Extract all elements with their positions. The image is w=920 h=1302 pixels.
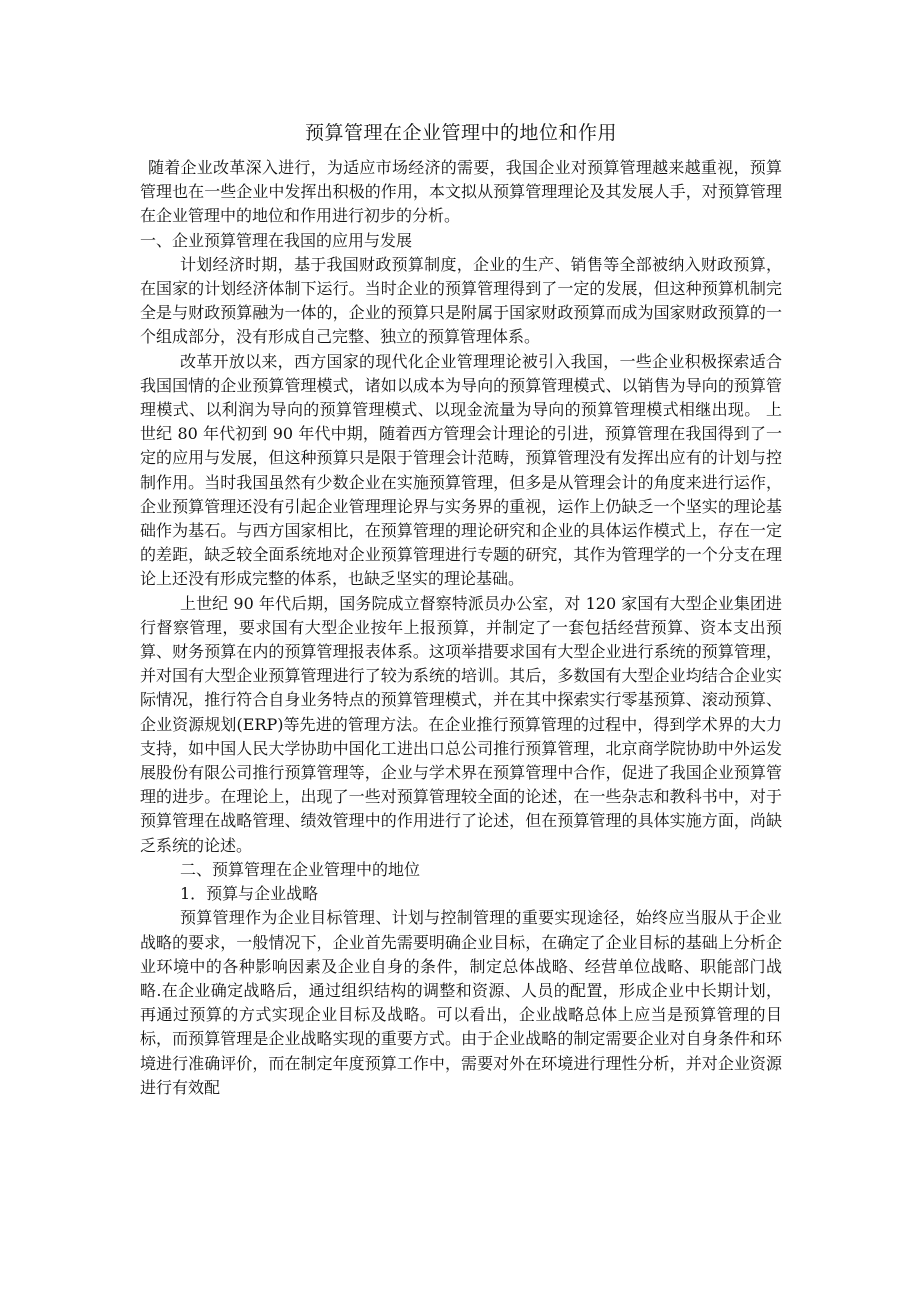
section-2-subheading-1: 1．预算与企业战略 xyxy=(180,884,319,904)
section-2-heading: 二、预算管理在企业管理中的地位 xyxy=(180,859,421,879)
intro-paragraph: 随着企业改革深入进行，为适应市场经济的需要，我国企业对预算管理越来越重视，预算管理也在一些企业中发挥出积极的作用，本文拟从预算管理理论及其发展人手，对预算管理在企业管理中的地位和作用进行初步的分析。 xyxy=(140,158,782,226)
section-1-paragraph-1: 计划经济时期，基于我国财政预算制度，企业的生产、销售等全部被纳入财政预算，在国家的计划经济体制下运行。当时企业的预算管理得到了一定的发展，但这种预算机制完全是与财政预算融为一体的，企业的预算只是附属于国家财政预算而成为国家财政预算的一个组成部分，没有形成自己完整、独立的预算管理体系。 xyxy=(140,254,782,347)
document-page xyxy=(140,120,782,1100)
section-1-heading: 一、企业预算管理在我国的应用与发展 xyxy=(140,230,413,250)
document-title: 预算管理在企业管理中的地位和作用 xyxy=(304,122,617,144)
section-2-paragraph-1: 预算管理作为企业目标管理、计划与控制管理的重要实现途径，始终应当服从于企业战略的要求，一般情况下，企业首先需要明确企业目标，在确定了企业目标的基础上分析企业环境中的各种影响因素及企业自身的条件，制定总体战略、经营单位战略、职能部门战略.在企业确定战略后，通过组织结构的调整和资源、人员的配置，形成企业中长期计划，再通过预算的方式实现企业目标及战略。可以看出，企业战略总体上应当是预算管理的目标，而预算管理是企业战略实现的重要方式。由于企业战略的制定需要企业对自身条件和环境进行准确评价，而在制定年度预算工作中，需要对外在环境进行理性分析，并对企业资源进行有效配 xyxy=(140,908,782,1097)
section-1-paragraph-2: 改革开放以来，西方国家的现代化企业管理理论被引入我国，一些企业积极探索适合我国国情的企业预算管理模式，诸如以成本为导向的预算管理模式、以销售为导向的预算管理模式、以利润为导向的预算管理模式、以现金流量为导向的预算管理模式相继出现。 上世纪 80 年代初到 90 年代中期，随着西方管理会计理论的引进，预算管理在我国得到了一定的应用与发展，但这种预算只是限于管理会计范畴，预算管理没有发挥出应有的计划与控制作用。当时我国虽然有少数企业在实施预算管理，但多是从管理会计的角度来进行运作，企业预算管理还没有引起企业管理理论界与实务界的重视，运作上仍缺乏一个坚实的理论基础作为基石。与西方国家相比，在预算管理的理论研究和企业的具体运作模式上，存在一定的差距，缺乏较全面系统地对企业预算管理进行专题的研究，其作为管理学的一个分支在理论上还没有形成完整的体系，也缺乏坚实的理论基础。 xyxy=(140,351,782,589)
section-1-paragraph-3: 上世纪 90 年代后期，国务院成立督察特派员办公室，对 120 家国有大型企业集团进行督察管理，要求国有大型企业按年上报预算，并制定了一套包括经营预算、资本支出预算、财务预算在内的预算管理报表体系。这项举措要求国有大型企业进行系统的预算管理，并对国有大型企业预算管理进行了较为系统的培训。其后，多数国有大型企业均结合企业实际情况，推行符合自身业务特点的预算管理模式，并在其中探索实行零基预算、滚动预算、企业资源规划(ERP)等先进的管理方法。在企业推行预算管理的过程中，得到学术界的大力支持，如中国人民大学协助中国化工进出口总公司推行预算管理，北京商学院协助中外运发展股份有限公司推行预算管理等，企业与学术界在预算管理中合作，促进了我国企业预算管理的进步。在理论上，出现了一些对预算管理较全面的论述，在一些杂志和教科书中，对于预算管理在战略管理、绩效管理中的作用进行了论述，但在预算管理的具体实施方面，尚缺乏系统的论述。 xyxy=(140,593,782,855)
